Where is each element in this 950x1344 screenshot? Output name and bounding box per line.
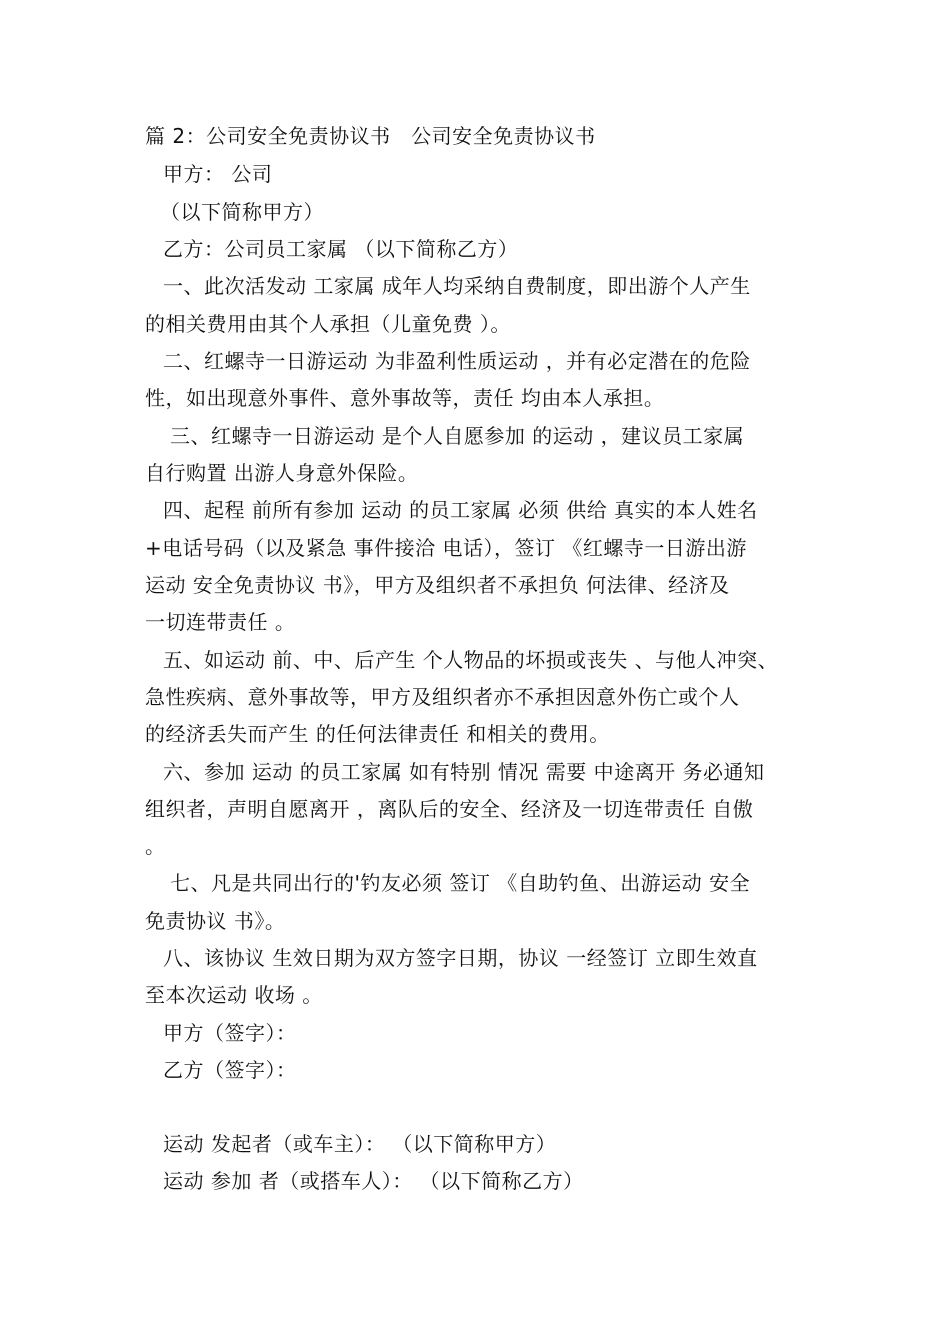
clause-4-line-4: 一切连带责任 。 <box>145 610 296 634</box>
clause-2-line-2: 性，如出现意外事件、意外事故等，责任 均由本人承担。 <box>145 386 665 410</box>
clause-8-line-2: 至本次运动 收场 。 <box>145 983 323 1007</box>
participant-line: 运动 参加 者（或搭车人）： （以下简称乙方） <box>163 1169 584 1193</box>
sign-b-line: 乙方（签字）： <box>163 1058 297 1082</box>
party-a-line: 甲方： 公司 <box>163 162 273 186</box>
clause-7-line-2: 免责协议 书》。 <box>145 909 286 933</box>
clause-4-line-2: +电话号码（以及紧急 事件接洽 电话），签订 《红螺寺一日游出游 <box>145 536 747 560</box>
clause-5-line-3: 的经济丢失而产生 的任何法律责任 和相关的费用。 <box>145 722 610 746</box>
clause-7-line-1: 七、凡是共同出行的'钓友必须 签订 《自助钓鱼、出游运动 安全 <box>170 871 751 895</box>
clause-2-line-1: 二、红螺寺一日游运动 为非盈利性质运动 ，并有必定潜在的危险 <box>163 349 751 373</box>
clause-6-line-2: 组织者，声明自愿离开 ，离队后的安全、经济及一切连带责任 自傲 <box>145 797 754 821</box>
clause-4-line-1: 四、起程 前所有参加 运动 的员工家属 必须 供给 真实的本人姓名 <box>163 498 758 522</box>
sign-a-line: 甲方（签字）： <box>163 1021 297 1045</box>
party-b-line: 乙方：公司员工家属 （以下简称乙方） <box>163 237 519 261</box>
clause-8-line-1: 八、该协议 生效日期为双方签字日期，协议 一经签订 立即生效直 <box>163 946 758 970</box>
clause-6-line-3: 。 <box>145 834 166 858</box>
clause-5-line-2: 急性疾病、意外事故等，甲方及组织者亦不承担因意外伤亡或个人 <box>145 685 740 709</box>
party-a-note: （以下简称甲方） <box>160 200 324 224</box>
clause-1-line-1: 一、此次活发动 工家属 成年人均采纳自费制度，即出游个人产生 <box>163 274 751 298</box>
clause-4-line-3: 运动 安全免责协议 书》，甲方及组织者不承担负 何法律、经济及 <box>145 573 730 597</box>
clause-3-line-2: 自行购置 出游人身意外保险。 <box>145 461 419 485</box>
clause-6-line-1: 六、参加 运动 的员工家属 如有特别 情况 需要 中途离开 务必通知 <box>163 760 765 784</box>
organizer-line: 运动 发起者（或车主）： （以下简称甲方） <box>163 1132 557 1156</box>
clause-5-line-1: 五、如运动 前、中、后产生 个人物品的坏损或丧失 、与他人冲突、 <box>163 648 779 672</box>
document-title: 篇 2：公司安全免责协议书 公司安全免责协议书 <box>145 124 596 148</box>
clause-3-line-1: 三、红螺寺一日游运动 是个人自愿参加 的运动 ，建议员工家属 <box>170 424 745 448</box>
clause-1-line-2: 的相关费用由其个人承担（儿童免费 ）。 <box>145 312 511 336</box>
